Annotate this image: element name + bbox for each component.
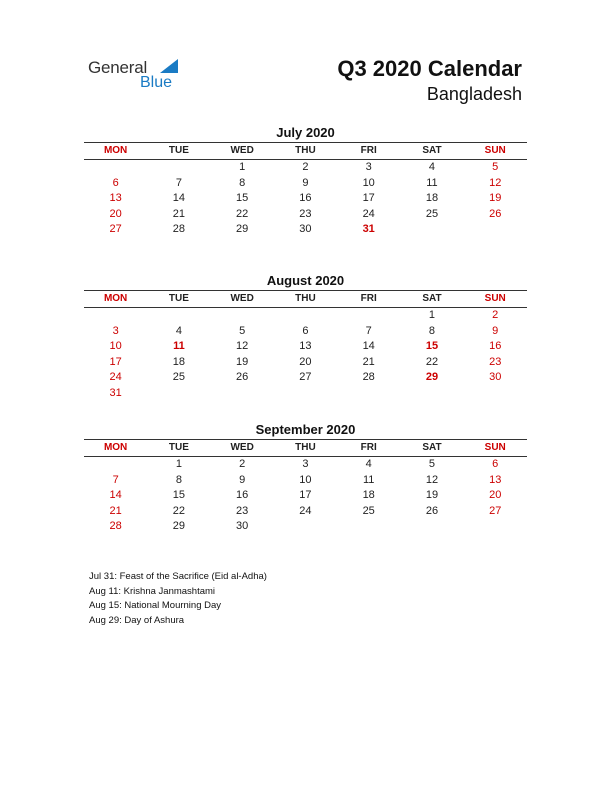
day-cell: 10 — [299, 473, 312, 486]
weekday-header — [84, 439, 527, 457]
week-row — [84, 473, 527, 489]
day-cell: 5 — [492, 161, 499, 173]
empty-cell — [464, 519, 527, 535]
day-cell: 6 — [302, 324, 309, 337]
weekday-label: MON — [103, 293, 128, 304]
day-cell: 14 — [109, 489, 122, 501]
day-cell: 13 — [109, 192, 122, 204]
empty-cell — [84, 457, 147, 473]
day-cell: 2 — [492, 309, 499, 321]
week-row — [84, 222, 527, 238]
day-cell: 6 — [492, 458, 499, 470]
day-cell: 2 — [239, 458, 246, 470]
day-cell: 21 — [109, 504, 122, 517]
day-cell: 5 — [239, 324, 246, 337]
weekday-header — [84, 142, 527, 160]
week-row — [84, 457, 527, 473]
weekday-label: SUN — [484, 442, 506, 453]
month-title: September 2020 — [255, 422, 356, 437]
day-cell: 28 — [362, 371, 375, 383]
weekday-label: SUN — [484, 145, 506, 156]
weekday-label: SAT — [422, 293, 442, 304]
day-cell: 3 — [302, 458, 309, 470]
day-cell: 26 — [489, 207, 502, 220]
day-cell: 24 — [362, 207, 375, 220]
empty-cell — [84, 160, 147, 176]
logo-triangle-icon — [160, 59, 178, 73]
day-cell: 11 — [362, 473, 375, 486]
day-cell: 3 — [112, 324, 119, 337]
empty-cell — [211, 308, 274, 324]
day-cell: 16 — [489, 340, 502, 352]
day-cell: 8 — [239, 176, 246, 189]
holiday-note: Aug 29: Day of Ashura — [89, 614, 185, 626]
day-cell: 25 — [172, 371, 186, 383]
week-row — [84, 339, 527, 355]
weekday-label: WED — [230, 145, 254, 156]
day-cell: 21 — [362, 355, 375, 368]
day-cell: 18 — [172, 355, 186, 368]
page-subtitle: Bangladesh — [426, 84, 522, 104]
weekday-label: TUE — [168, 293, 189, 304]
empty-cell — [84, 308, 147, 324]
week-row — [84, 488, 527, 504]
day-cell: 27 — [489, 504, 502, 517]
day-cell: 8 — [428, 324, 436, 337]
day-cell: 15 — [172, 489, 186, 501]
day-cell: 20 — [489, 489, 502, 501]
weekday-label: WED — [230, 293, 254, 304]
weekday-header — [84, 290, 527, 308]
month-block — [84, 421, 527, 535]
day-cell: 25 — [425, 207, 439, 220]
day-cell: 16 — [236, 489, 249, 501]
logo — [88, 58, 188, 98]
empty-cell — [274, 519, 337, 535]
day-cell: 25 — [362, 504, 375, 517]
weekday-label: THU — [295, 442, 316, 453]
day-cell: 17 — [109, 355, 122, 368]
empty-cell — [147, 160, 210, 176]
day-cell: 1 — [428, 309, 436, 321]
week-row — [84, 355, 527, 371]
day-cell: 28 — [172, 223, 186, 235]
day-cell: 27 — [109, 223, 122, 235]
day-cell: 19 — [489, 192, 502, 204]
day-cell: 18 — [425, 192, 439, 204]
day-cell: 8 — [175, 473, 182, 486]
day-cell: 10 — [109, 340, 122, 352]
day-cell: 9 — [302, 176, 309, 189]
empty-cell — [337, 308, 400, 324]
week-row — [84, 191, 527, 207]
weekday-label: TUE — [168, 442, 189, 453]
day-cell: 12 — [425, 473, 439, 486]
day-cell: 2 — [302, 161, 309, 173]
month-title: July 2020 — [276, 125, 335, 140]
day-cell: 19 — [236, 355, 249, 368]
day-cell: 11 — [173, 340, 185, 352]
day-cell: 24 — [299, 504, 312, 517]
day-cell: 12 — [489, 176, 502, 189]
day-cell: 19 — [425, 489, 439, 501]
holiday-note: Aug 11: Krishna Janmashtami — [89, 585, 216, 597]
day-cell: 15 — [425, 340, 439, 352]
empty-cell — [337, 386, 400, 402]
day-cell: 30 — [299, 223, 312, 235]
holiday-notes — [89, 570, 267, 628]
day-cell: 17 — [362, 192, 375, 204]
week-row — [84, 324, 527, 340]
weekday-label: FRI — [360, 442, 377, 453]
weekday-label: MON — [103, 442, 128, 453]
day-cell: 29 — [236, 223, 249, 235]
day-cell: 13 — [489, 473, 502, 486]
week-row — [84, 176, 527, 192]
logo-text-blue: Blue — [140, 74, 173, 91]
empty-cell — [274, 386, 337, 402]
day-cell: 3 — [365, 161, 372, 173]
day-cell: 4 — [365, 458, 372, 470]
day-cell: 23 — [236, 504, 249, 517]
day-cell: 26 — [236, 371, 249, 383]
day-cell: 7 — [365, 324, 372, 337]
day-cell: 18 — [362, 489, 375, 501]
day-cell: 22 — [236, 207, 249, 220]
day-cell: 26 — [425, 504, 439, 517]
holiday-note: Aug 15: National Mourning Day — [89, 600, 222, 611]
empty-cell — [400, 386, 463, 402]
month-block — [84, 124, 527, 238]
logo-text-general: General — [88, 58, 148, 77]
month-title: August 2020 — [266, 273, 345, 288]
day-cell: 9 — [492, 324, 499, 337]
day-cell: 21 — [172, 207, 186, 220]
empty-cell — [464, 386, 527, 402]
day-cell: 22 — [425, 355, 439, 368]
day-cell: 1 — [175, 458, 182, 470]
day-cell: 16 — [299, 192, 312, 204]
weekday-label: TUE — [168, 145, 189, 156]
day-cell: 15 — [236, 192, 249, 204]
weekday-label: WED — [230, 442, 254, 453]
weekday-label: MON — [103, 145, 128, 156]
day-cell: 20 — [109, 207, 122, 220]
day-cell: 5 — [428, 458, 436, 470]
empty-cell — [274, 308, 337, 324]
day-cell: 23 — [489, 355, 502, 368]
day-cell: 14 — [362, 340, 375, 352]
day-cell: 7 — [112, 473, 119, 486]
day-cell: 29 — [172, 520, 186, 532]
page-title: Q3 2020 Calendar — [337, 56, 522, 81]
day-cell: 13 — [299, 340, 312, 352]
empty-cell — [211, 386, 274, 402]
empty-cell — [147, 308, 210, 324]
holiday-note: Jul 31: Feast of the Sacrifice (Eid al-Adha) — [89, 571, 267, 582]
day-cell: 11 — [426, 176, 438, 189]
day-cell: 28 — [109, 520, 122, 532]
day-cell: 9 — [239, 473, 246, 486]
day-cell: 20 — [299, 355, 312, 368]
day-cell: 30 — [236, 520, 249, 532]
week-row — [84, 386, 527, 402]
weekday-label: SAT — [422, 442, 442, 453]
weekday-label: FRI — [360, 293, 377, 304]
day-cell: 17 — [299, 489, 312, 501]
empty-cell — [400, 222, 463, 238]
weekday-label: SAT — [422, 145, 442, 156]
week-row — [84, 519, 527, 535]
week-row — [84, 370, 527, 386]
day-cell: 29 — [425, 371, 439, 383]
day-cell: 14 — [172, 192, 186, 204]
day-cell: 31 — [362, 223, 375, 235]
day-cell: 22 — [172, 504, 186, 517]
month-block — [84, 272, 527, 401]
weekday-label: FRI — [360, 145, 377, 156]
weekday-label: THU — [295, 293, 316, 304]
day-cell: 4 — [175, 324, 182, 337]
week-row — [84, 207, 527, 223]
day-cell: 23 — [299, 207, 312, 220]
empty-cell — [464, 222, 527, 238]
empty-cell — [337, 519, 400, 535]
weekday-label: SUN — [484, 293, 506, 304]
day-cell: 24 — [109, 371, 122, 383]
week-row — [84, 160, 527, 176]
week-row — [84, 308, 527, 324]
day-cell: 31 — [109, 386, 122, 399]
day-cell: 1 — [239, 161, 246, 173]
day-cell: 6 — [112, 176, 119, 189]
day-cell: 10 — [362, 176, 375, 189]
day-cell: 12 — [236, 340, 249, 352]
day-cell: 7 — [175, 176, 182, 189]
day-cell: 27 — [299, 371, 312, 383]
week-row — [84, 504, 527, 520]
empty-cell — [400, 519, 463, 535]
weekday-label: THU — [295, 145, 316, 156]
day-cell: 4 — [428, 161, 436, 173]
day-cell: 30 — [489, 371, 502, 383]
empty-cell — [147, 386, 210, 402]
